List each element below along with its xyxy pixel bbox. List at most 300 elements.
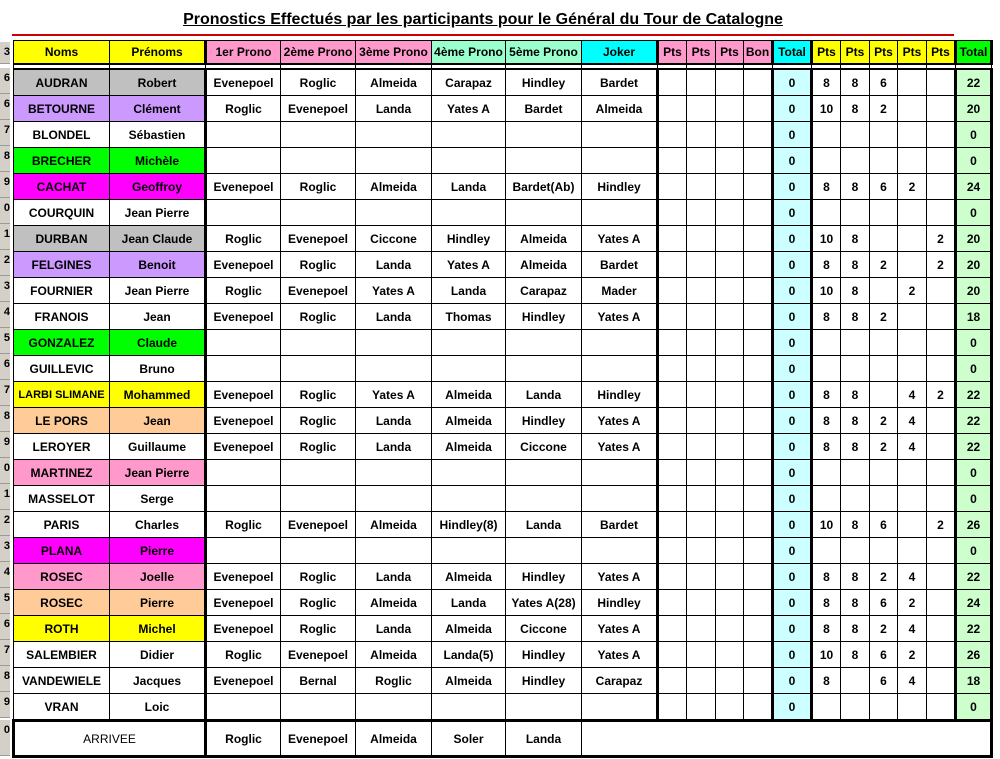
cell-joker[interactable] — [582, 122, 658, 148]
cell-total-final[interactable]: 0 — [956, 122, 992, 148]
cell-pts[interactable] — [687, 356, 716, 382]
cell-prono-5[interactable]: Landa — [506, 512, 582, 538]
cell-score[interactable] — [841, 694, 870, 721]
cell-pts[interactable] — [716, 512, 744, 538]
cell-nom[interactable]: PLANA — [14, 538, 110, 564]
cell-prono-4[interactable] — [432, 486, 506, 512]
cell-joker[interactable]: Yates A — [582, 564, 658, 590]
cell-score[interactable]: 8 — [841, 590, 870, 616]
cell-pts[interactable] — [658, 356, 687, 382]
cell-pts[interactable] — [687, 148, 716, 174]
cell-score[interactable] — [898, 512, 927, 538]
cell-joker[interactable] — [582, 460, 658, 486]
cell-score[interactable]: 10 — [812, 642, 841, 668]
cell-prono-2[interactable]: Evenepoel — [281, 226, 356, 252]
cell-score[interactable]: 2 — [870, 408, 898, 434]
cell-pts[interactable] — [687, 200, 716, 226]
cell-pts[interactable] — [658, 512, 687, 538]
cell-prenom[interactable]: Geoffroy — [110, 174, 206, 200]
cell-prono-2[interactable] — [281, 148, 356, 174]
cell-joker[interactable]: Hindley — [582, 590, 658, 616]
cell-score[interactable]: 8 — [841, 564, 870, 590]
cell-total-final[interactable]: 20 — [956, 226, 992, 252]
cell-nom[interactable]: GONZALEZ — [14, 330, 110, 356]
cell-total-final[interactable]: 18 — [956, 304, 992, 330]
cell-pts[interactable] — [658, 330, 687, 356]
cell-score[interactable] — [841, 122, 870, 148]
cell-prono-2[interactable] — [281, 122, 356, 148]
cell-score[interactable] — [870, 226, 898, 252]
cell-nom[interactable]: ROSEC — [14, 564, 110, 590]
row-number[interactable]: 8 — [0, 146, 10, 172]
cell-nom[interactable]: FRANOIS — [14, 304, 110, 330]
cell-bon[interactable] — [744, 434, 773, 460]
row-number[interactable]: 6 — [0, 68, 10, 94]
cell-total[interactable]: 0 — [773, 564, 812, 590]
cell-score[interactable]: 4 — [898, 668, 927, 694]
cell-pts[interactable] — [658, 174, 687, 200]
cell-total-final[interactable]: 0 — [956, 356, 992, 382]
cell-prono-2[interactable]: Roglic — [281, 590, 356, 616]
cell-score[interactable] — [812, 200, 841, 226]
row-number[interactable]: 7 — [0, 380, 10, 406]
cell-prono-2[interactable]: Roglic — [281, 252, 356, 278]
cell-score[interactable] — [927, 642, 956, 668]
cell-prono-4[interactable] — [432, 356, 506, 382]
cell-prono-3[interactable] — [356, 486, 432, 512]
cell-score[interactable] — [870, 382, 898, 408]
cell-prenom[interactable]: Didier — [110, 642, 206, 668]
cell-nom[interactable]: LARBI SLIMANE — [14, 382, 110, 408]
cell-score[interactable] — [841, 330, 870, 356]
row-number[interactable]: 4 — [0, 562, 10, 588]
cell-pts[interactable] — [658, 616, 687, 642]
cell-score[interactable]: 10 — [812, 226, 841, 252]
cell-bon[interactable] — [744, 590, 773, 616]
cell-pts[interactable] — [658, 590, 687, 616]
cell-total-final[interactable]: 0 — [956, 538, 992, 564]
row-number[interactable]: 3 — [0, 536, 10, 562]
cell-pts[interactable] — [687, 252, 716, 278]
cell-prono-2[interactable]: Roglic — [281, 616, 356, 642]
cell-pts[interactable] — [716, 200, 744, 226]
header-total-final[interactable]: Total — [956, 41, 992, 65]
cell-score[interactable] — [927, 200, 956, 226]
cell-prono-3[interactable] — [356, 460, 432, 486]
cell-prono-1[interactable]: Evenepoel — [206, 668, 281, 694]
cell-bon[interactable] — [744, 460, 773, 486]
cell-pts[interactable] — [716, 538, 744, 564]
cell-prono-2[interactable] — [281, 460, 356, 486]
cell-nom[interactable]: ROSEC — [14, 590, 110, 616]
cell-pts[interactable] — [658, 538, 687, 564]
cell-prono-1[interactable] — [206, 148, 281, 174]
cell-bon[interactable] — [744, 538, 773, 564]
arrivee-prono-4[interactable]: Soler — [432, 721, 506, 757]
cell-pts[interactable] — [687, 538, 716, 564]
cell-total-final[interactable]: 22 — [956, 434, 992, 460]
cell-score[interactable]: 8 — [812, 564, 841, 590]
cell-prono-2[interactable]: Roglic — [281, 69, 356, 96]
cell-score[interactable] — [898, 486, 927, 512]
cell-bon[interactable] — [744, 200, 773, 226]
cell-prono-5[interactable]: Hindley — [506, 668, 582, 694]
cell-pts[interactable] — [716, 304, 744, 330]
cell-score[interactable] — [927, 174, 956, 200]
cell-prono-1[interactable] — [206, 122, 281, 148]
cell-nom[interactable]: VRAN — [14, 694, 110, 721]
cell-pts[interactable] — [658, 460, 687, 486]
cell-score[interactable] — [841, 486, 870, 512]
cell-prono-5[interactable]: Hindley — [506, 642, 582, 668]
cell-score[interactable] — [927, 122, 956, 148]
cell-joker[interactable]: Bardet — [582, 69, 658, 96]
cell-score[interactable]: 2 — [927, 382, 956, 408]
cell-total[interactable]: 0 — [773, 382, 812, 408]
row-number[interactable]: 3 — [0, 276, 10, 302]
cell-joker[interactable] — [582, 330, 658, 356]
cell-pts[interactable] — [658, 96, 687, 122]
cell-score[interactable]: 2 — [927, 226, 956, 252]
cell-bon[interactable] — [744, 642, 773, 668]
cell-prenom[interactable]: Jean — [110, 408, 206, 434]
cell-prono-1[interactable]: Roglic — [206, 226, 281, 252]
cell-prono-4[interactable] — [432, 148, 506, 174]
row-number[interactable]: 6 — [0, 94, 10, 120]
cell-prono-4[interactable]: Almeida — [432, 434, 506, 460]
cell-score[interactable]: 8 — [841, 616, 870, 642]
header-pts[interactable]: Pts — [812, 41, 841, 65]
cell-prono-3[interactable]: Roglic — [356, 668, 432, 694]
cell-prenom[interactable]: Robert — [110, 69, 206, 96]
cell-pts[interactable] — [687, 590, 716, 616]
cell-score[interactable] — [927, 486, 956, 512]
cell-bon[interactable] — [744, 330, 773, 356]
cell-score[interactable]: 6 — [870, 512, 898, 538]
header-pts[interactable]: Pts — [870, 41, 898, 65]
header-prono-1[interactable]: 1er Prono — [206, 41, 281, 65]
cell-pts[interactable] — [687, 616, 716, 642]
cell-prono-4[interactable]: Almeida — [432, 408, 506, 434]
cell-score[interactable]: 2 — [898, 590, 927, 616]
cell-score[interactable] — [927, 69, 956, 96]
cell-nom[interactable]: AUDRAN — [14, 69, 110, 96]
cell-total-final[interactable]: 20 — [956, 252, 992, 278]
cell-pts[interactable] — [658, 122, 687, 148]
cell-prono-1[interactable]: Evenepoel — [206, 616, 281, 642]
cell-prenom[interactable]: Clément — [110, 96, 206, 122]
cell-prono-5[interactable] — [506, 148, 582, 174]
header-pts[interactable]: Pts — [841, 41, 870, 65]
cell-score[interactable]: 8 — [841, 69, 870, 96]
cell-prono-1[interactable]: Evenepoel — [206, 408, 281, 434]
cell-nom[interactable]: BLONDEL — [14, 122, 110, 148]
cell-total[interactable]: 0 — [773, 512, 812, 538]
cell-prono-2[interactable]: Evenepoel — [281, 278, 356, 304]
cell-prono-1[interactable]: Evenepoel — [206, 252, 281, 278]
row-number[interactable]: 2 — [0, 250, 10, 276]
cell-nom[interactable]: SALEMBIER — [14, 642, 110, 668]
cell-bon[interactable] — [744, 486, 773, 512]
cell-prono-2[interactable]: Roglic — [281, 382, 356, 408]
cell-score[interactable]: 8 — [841, 252, 870, 278]
cell-prono-3[interactable]: Landa — [356, 616, 432, 642]
cell-score[interactable] — [927, 96, 956, 122]
header-prono-4[interactable]: 4ème Prono — [432, 41, 506, 65]
row-number[interactable]: 5 — [0, 588, 10, 614]
cell-score[interactable]: 6 — [870, 642, 898, 668]
cell-total[interactable]: 0 — [773, 486, 812, 512]
cell-score[interactable]: 2 — [870, 564, 898, 590]
cell-pts[interactable] — [658, 304, 687, 330]
cell-score[interactable]: 8 — [812, 668, 841, 694]
cell-prenom[interactable]: Michel — [110, 616, 206, 642]
cell-pts[interactable] — [687, 564, 716, 590]
cell-prono-1[interactable] — [206, 538, 281, 564]
cell-joker[interactable] — [582, 356, 658, 382]
cell-prono-2[interactable]: Roglic — [281, 304, 356, 330]
cell-score[interactable] — [927, 538, 956, 564]
row-number[interactable]: 0 — [0, 198, 10, 224]
cell-prenom[interactable]: Bruno — [110, 356, 206, 382]
cell-prono-5[interactable]: Hindley — [506, 564, 582, 590]
cell-prono-2[interactable] — [281, 694, 356, 721]
cell-total-final[interactable]: 24 — [956, 174, 992, 200]
cell-prono-2[interactable] — [281, 200, 356, 226]
cell-prenom[interactable]: Jean — [110, 304, 206, 330]
cell-nom[interactable]: DURBAN — [14, 226, 110, 252]
cell-prono-1[interactable] — [206, 694, 281, 721]
cell-prono-5[interactable]: Hindley — [506, 69, 582, 96]
row-number[interactable]: 4 — [0, 302, 10, 328]
cell-total[interactable]: 0 — [773, 174, 812, 200]
cell-pts[interactable] — [716, 434, 744, 460]
cell-score[interactable] — [870, 122, 898, 148]
cell-joker[interactable]: Carapaz — [582, 668, 658, 694]
arrivee-prono-5[interactable]: Landa — [506, 721, 582, 757]
header-joker[interactable]: Joker — [582, 41, 658, 65]
cell-total[interactable]: 0 — [773, 356, 812, 382]
cell-prono-3[interactable] — [356, 330, 432, 356]
cell-score[interactable] — [812, 122, 841, 148]
cell-pts[interactable] — [687, 122, 716, 148]
cell-prono-1[interactable]: Roglic — [206, 278, 281, 304]
cell-prono-3[interactable] — [356, 200, 432, 226]
cell-score[interactable]: 2 — [927, 512, 956, 538]
cell-prono-4[interactable] — [432, 122, 506, 148]
cell-score[interactable] — [841, 148, 870, 174]
cell-prono-5[interactable]: Almeida — [506, 226, 582, 252]
cell-score[interactable] — [870, 538, 898, 564]
cell-pts[interactable] — [716, 460, 744, 486]
cell-pts[interactable] — [716, 356, 744, 382]
cell-score[interactable]: 2 — [898, 642, 927, 668]
cell-score[interactable]: 8 — [812, 434, 841, 460]
cell-score[interactable]: 2 — [870, 304, 898, 330]
cell-score[interactable]: 4 — [898, 382, 927, 408]
cell-total-final[interactable]: 22 — [956, 69, 992, 96]
row-number[interactable]: 2 — [0, 510, 10, 536]
cell-score[interactable] — [812, 148, 841, 174]
cell-pts[interactable] — [658, 252, 687, 278]
cell-prono-1[interactable]: Roglic — [206, 642, 281, 668]
cell-total[interactable]: 0 — [773, 330, 812, 356]
cell-score[interactable] — [898, 226, 927, 252]
row-number[interactable]: 7 — [0, 120, 10, 146]
cell-score[interactable]: 6 — [870, 590, 898, 616]
row-number[interactable]: 8 — [0, 406, 10, 432]
cell-prono-4[interactable]: Almeida — [432, 382, 506, 408]
cell-score[interactable]: 8 — [841, 174, 870, 200]
row-number[interactable]: 3 — [0, 42, 10, 64]
cell-pts[interactable] — [658, 668, 687, 694]
cell-score[interactable] — [898, 460, 927, 486]
cell-score[interactable]: 8 — [841, 642, 870, 668]
cell-prono-2[interactable] — [281, 330, 356, 356]
cell-prono-4[interactable] — [432, 200, 506, 226]
row-number[interactable]: 8 — [0, 666, 10, 692]
cell-bon[interactable] — [744, 278, 773, 304]
cell-prenom[interactable]: Jean Pierre — [110, 200, 206, 226]
cell-joker[interactable] — [582, 148, 658, 174]
cell-prenom[interactable]: Serge — [110, 486, 206, 512]
header-prono-5[interactable]: 5ème Prono — [506, 41, 582, 65]
cell-prono-4[interactable]: Hindley(8) — [432, 512, 506, 538]
cell-score[interactable]: 6 — [870, 174, 898, 200]
cell-pts[interactable] — [716, 694, 744, 721]
cell-pts[interactable] — [716, 148, 744, 174]
cell-total-final[interactable]: 0 — [956, 200, 992, 226]
cell-bon[interactable] — [744, 96, 773, 122]
cell-nom[interactable]: MASSELOT — [14, 486, 110, 512]
cell-pts[interactable] — [687, 174, 716, 200]
cell-score[interactable] — [927, 304, 956, 330]
cell-score[interactable] — [841, 460, 870, 486]
cell-score[interactable]: 4 — [898, 616, 927, 642]
cell-pts[interactable] — [716, 69, 744, 96]
cell-prono-5[interactable] — [506, 460, 582, 486]
cell-prenom[interactable]: Mohammed — [110, 382, 206, 408]
cell-score[interactable] — [898, 96, 927, 122]
cell-pts[interactable] — [658, 200, 687, 226]
cell-bon[interactable] — [744, 252, 773, 278]
cell-score[interactable] — [870, 148, 898, 174]
cell-prenom[interactable]: Jean Claude — [110, 226, 206, 252]
cell-score[interactable] — [898, 538, 927, 564]
cell-pts[interactable] — [687, 486, 716, 512]
cell-prono-3[interactable]: Landa — [356, 304, 432, 330]
cell-prono-3[interactable]: Yates A — [356, 278, 432, 304]
cell-prono-5[interactable]: Carapaz — [506, 278, 582, 304]
cell-score[interactable]: 4 — [898, 564, 927, 590]
cell-prono-1[interactable]: Evenepoel — [206, 174, 281, 200]
cell-score[interactable]: 2 — [870, 96, 898, 122]
cell-score[interactable]: 2 — [898, 174, 927, 200]
cell-score[interactable] — [927, 356, 956, 382]
cell-total[interactable]: 0 — [773, 694, 812, 721]
cell-score[interactable] — [812, 694, 841, 721]
cell-joker[interactable]: Yates A — [582, 408, 658, 434]
cell-score[interactable] — [898, 69, 927, 96]
cell-prono-2[interactable]: Evenepoel — [281, 96, 356, 122]
cell-pts[interactable] — [658, 694, 687, 721]
cell-prono-4[interactable]: Thomas — [432, 304, 506, 330]
cell-pts[interactable] — [658, 226, 687, 252]
cell-prono-4[interactable]: Landa — [432, 590, 506, 616]
cell-prenom[interactable]: Claude — [110, 330, 206, 356]
cell-score[interactable]: 4 — [898, 434, 927, 460]
cell-pts[interactable] — [716, 486, 744, 512]
cell-pts[interactable] — [687, 304, 716, 330]
cell-score[interactable] — [927, 460, 956, 486]
cell-prono-2[interactable]: Roglic — [281, 434, 356, 460]
cell-prenom[interactable]: Benoit — [110, 252, 206, 278]
cell-pts[interactable] — [716, 590, 744, 616]
cell-prono-4[interactable] — [432, 694, 506, 721]
cell-score[interactable] — [812, 330, 841, 356]
cell-prono-3[interactable] — [356, 356, 432, 382]
cell-nom[interactable]: LEROYER — [14, 434, 110, 460]
cell-nom[interactable]: MARTINEZ — [14, 460, 110, 486]
cell-score[interactable]: 8 — [812, 382, 841, 408]
cell-score[interactable] — [927, 330, 956, 356]
cell-pts[interactable] — [687, 382, 716, 408]
cell-score[interactable] — [927, 408, 956, 434]
cell-joker[interactable]: Almeida — [582, 96, 658, 122]
cell-total-final[interactable]: 22 — [956, 564, 992, 590]
cell-total[interactable]: 0 — [773, 226, 812, 252]
cell-score[interactable] — [927, 148, 956, 174]
cell-nom[interactable]: PARIS — [14, 512, 110, 538]
cell-score[interactable]: 8 — [841, 226, 870, 252]
cell-nom[interactable]: ROTH — [14, 616, 110, 642]
cell-prono-1[interactable]: Evenepoel — [206, 69, 281, 96]
cell-prono-1[interactable] — [206, 200, 281, 226]
arrivee-prono-1[interactable]: Roglic — [206, 721, 281, 757]
cell-score[interactable]: 8 — [841, 278, 870, 304]
cell-pts[interactable] — [716, 252, 744, 278]
cell-score[interactable] — [927, 616, 956, 642]
cell-total[interactable]: 0 — [773, 590, 812, 616]
cell-prenom[interactable]: Pierre — [110, 538, 206, 564]
cell-prenom[interactable]: Guillaume — [110, 434, 206, 460]
cell-bon[interactable] — [744, 616, 773, 642]
cell-pts[interactable] — [658, 69, 687, 96]
cell-nom[interactable]: VANDEWIELE — [14, 668, 110, 694]
cell-prono-4[interactable]: Landa(5) — [432, 642, 506, 668]
arrivee-label[interactable]: ARRIVEE — [14, 721, 206, 757]
cell-prono-5[interactable]: Hindley — [506, 304, 582, 330]
cell-prono-3[interactable] — [356, 694, 432, 721]
cell-score[interactable] — [927, 278, 956, 304]
cell-total[interactable]: 0 — [773, 668, 812, 694]
cell-pts[interactable] — [687, 408, 716, 434]
cell-bon[interactable] — [744, 382, 773, 408]
cell-prono-3[interactable]: Landa — [356, 96, 432, 122]
cell-pts[interactable] — [658, 148, 687, 174]
cell-score[interactable] — [870, 486, 898, 512]
cell-score[interactable] — [841, 538, 870, 564]
row-number[interactable]: 1 — [0, 224, 10, 250]
cell-score[interactable]: 10 — [812, 512, 841, 538]
cell-pts[interactable] — [687, 512, 716, 538]
cell-score[interactable] — [898, 252, 927, 278]
cell-total[interactable]: 0 — [773, 460, 812, 486]
cell-total[interactable]: 0 — [773, 642, 812, 668]
cell-prono-3[interactable]: Almeida — [356, 174, 432, 200]
cell-pts[interactable] — [687, 668, 716, 694]
cell-pts[interactable] — [687, 330, 716, 356]
